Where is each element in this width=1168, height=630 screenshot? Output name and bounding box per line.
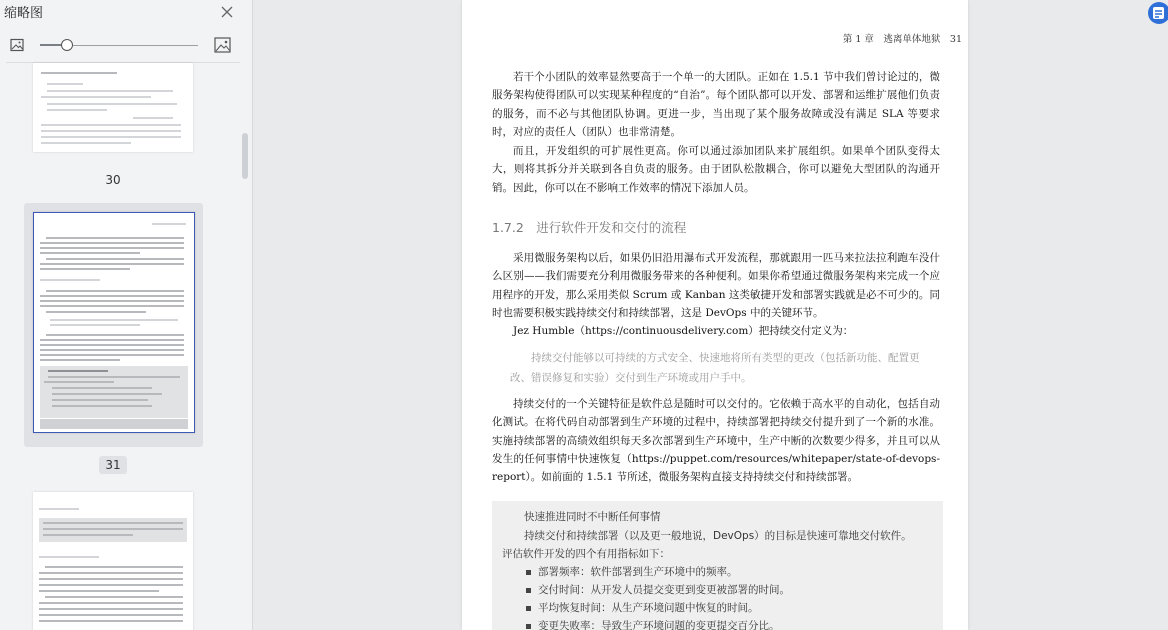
sidebar-box: [492, 501, 943, 630]
thumbnail-small-icon[interactable]: [10, 38, 24, 52]
bullet-icon: [526, 624, 531, 629]
section-heading: 1.7.2 进行软件开发和交付的流程: [492, 220, 687, 235]
page-number-30: 30: [105, 173, 121, 187]
zoom-slider-handle[interactable]: [61, 39, 73, 51]
assistant-avatar-icon[interactable]: [1146, 1, 1168, 25]
close-icon[interactable]: [218, 3, 236, 21]
page-thumbnail-31[interactable]: [33, 212, 195, 433]
bullet-icon: [526, 570, 531, 575]
running-head: 第 1 章 逃离单体地狱 31: [842, 34, 962, 45]
panel-title: 缩略图: [4, 6, 44, 21]
document-page: [462, 0, 968, 630]
zoom-toolbar: [0, 34, 252, 58]
thumbnail-large-icon[interactable]: [214, 37, 231, 53]
thumbnail-panel: [0, 0, 253, 630]
bullet-icon: [526, 588, 531, 593]
block-quote: 持续交付能够以可持续的方式安全、快速地将所有类型的更改（包括新功能、配置更改、错误修复和实验）交付到生产环境或用户手中。: [510, 352, 920, 384]
box-bullet-1: 部署频率：软件部署到生产环境中的频率。: [538, 566, 738, 578]
bullet-icon: [526, 606, 531, 611]
page-number-31: 31: [105, 458, 121, 472]
paragraph-1: 若干个小团队的效率显然要高于一个单一的大团队。正如在 1.5.1 节中我们曾讨论过的，微服务架构使得团队可以实现某种程度的“自治”。每个团队都可以开发、部署和运维扩展他们负责的服务，而不必与其他团队协调。更进一步，当出现了某个服务故障或没有满足 SLA 等要求时，对应的责任人（团队）也非常清楚。: [492, 71, 940, 138]
paragraph-3: 采用微服务架构以后，如果仍旧沿用瀑布式开发流程，那就跟用一匹马来拉法拉利跑车没什么区别——我们需要充分利用微服务带来的各种便利。如果你希望通过微服务架构来完成一个应用程序的开发，那么采用类似 Scrum 或 Kanban 这类敏捷开发和部署实践就是必不可少的。同时也需要积极实践持续交付和持续部署，这是 DevOps 中的关键环节。: [492, 252, 940, 319]
page-thumbnail-32[interactable]: [33, 492, 193, 630]
box-title: 快速推进同时不中断任何事情: [524, 511, 661, 523]
paragraph-4: 持续交付的一个关键特征是软件总是随时可以交付的。它依赖于高水平的自动化，包括自动化测试。在将代码自动部署到生产环境的过程中，持续部署把持续交付提升到了一个新的水准。实施持续部署的高绩效组织每天多次部署到生产环境中，生产中断的次数要少得多，并且可以从发生的任何事情中快速恢复（https://puppet.com/resources/whitepaper/state-of-devops-report）。如前面的 1.5.1 节所述，微服务架构直接支持持续交付和持续部署。: [492, 398, 940, 484]
box-line-2: 评估软件开发的四个有用指标如下：: [502, 548, 670, 560]
box-bullet-3: 平均恢复时间：从生产环境问题中恢复的时间。: [538, 602, 759, 614]
box-line-1: 持续交付和持续部署（以及更一般地说，DevOps）的目标是快速可靠地交付软件。: [524, 530, 912, 542]
panel-scrollbar[interactable]: [242, 133, 248, 179]
paragraph-2: 而且，开发组织的可扩展性更高。你可以通过添加团队来扩展组织。如果单个团队变得太大，则将其拆分并关联到各自负责的服务。由于团队松散耦合，你可以避免大型团队的沟通开销。因此，你可以在不影响工作效率的情况下添加人员。: [492, 145, 940, 194]
box-bullet-4: 变更失败率：导致生产环境问题的变更提交百分比。: [538, 620, 780, 630]
page-thumbnail-30[interactable]: [33, 63, 193, 152]
box-bullet-2: 交付时间：从开发人员提交变更到变更被部署的时间。: [538, 584, 790, 596]
jez-humble-line: Jez Humble（https://continuousdelivery.com）把持续交付定义为：: [513, 325, 854, 337]
